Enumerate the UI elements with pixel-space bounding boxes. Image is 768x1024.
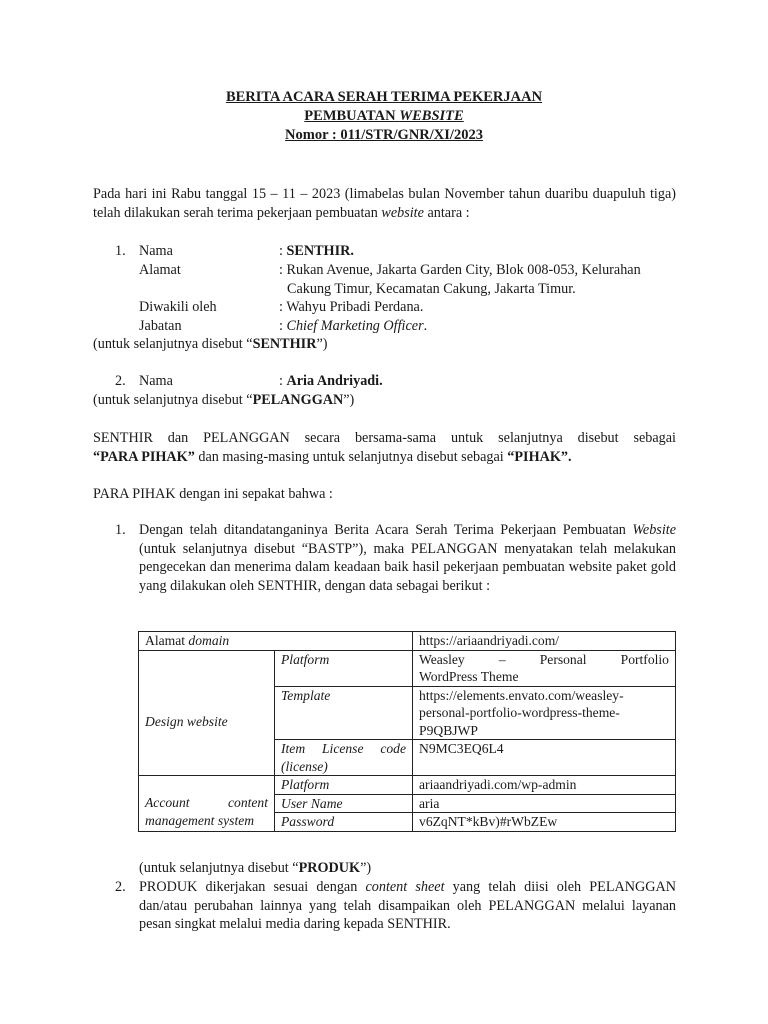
password-value: v6ZqNT*kBv)#rWbZEw bbox=[413, 813, 676, 832]
party1-nama-label: Nama bbox=[139, 243, 173, 259]
table-row bbox=[139, 776, 676, 795]
intro-paragraph: Pada hari ini Rabu tanggal 15 – 11 – 2023 (limabelas bulan November tahun duaribu duapuluh tiga) telah dilakukan serah terima pekerjaan pembuatan website antara : bbox=[93, 186, 676, 221]
title-line-3: Nomor : 011/STR/GNR/XI/2023 bbox=[285, 127, 483, 143]
template-label: Template bbox=[275, 686, 413, 740]
acc-platform-label: Platform bbox=[275, 776, 413, 795]
party1-diwakili-label: Diwakili oleh bbox=[139, 299, 217, 315]
party2-number: 2. bbox=[115, 373, 126, 389]
item1-number: 1. bbox=[115, 522, 126, 538]
party1-diwakili-value: : Wahyu Pribadi Perdana. bbox=[279, 299, 424, 315]
document-title bbox=[0, 88, 768, 145]
produk-refer: (untuk selanjutnya disebut “PRODUK”) bbox=[139, 860, 372, 876]
party1-alamat-line1: : Rukan Avenue, Jakarta Garden City, Blok 008-053, Kelurahan bbox=[279, 262, 641, 278]
party1-jabatan-value: : Chief Marketing Officer. bbox=[279, 318, 428, 334]
account-cms-label: Account content management system bbox=[139, 776, 275, 832]
item2-paragraph: PRODUK dikerjakan sesuai dengan content sheet yang telah diisi oleh PELANGGAN dan/atau perubahan lainnya yang telah disampaikan oleh PELANGGAN melalui layanan pesan singkat melalui media daring kepada SENTHIR. bbox=[139, 879, 676, 932]
acc-platform-value: ariaandriyadi.com/wp-admin bbox=[413, 776, 676, 795]
username-label: User Name bbox=[275, 794, 413, 813]
title-line-2: PEMBUATAN WEBSITE bbox=[304, 108, 464, 124]
party1-alamat-line2: Cakung Timur, Kecamatan Cakung, Jakarta Timur. bbox=[287, 281, 576, 297]
website-spec-table bbox=[138, 631, 676, 832]
item1-paragraph: Dengan telah ditandatanganinya Berita Acara Serah Terima Pekerjaan Pembuatan Website (untuk selanjutnya disebut “BASTP”), maka PELANGGAN menyatakan telah melakukan pengecekan dan menerima dalam keadaan baik hasil pekerjaan pembuatan website paket gold yang dilakukan oleh SENTHIR, dengan data sebagai berikut : bbox=[139, 522, 676, 594]
party1-alamat-label: Alamat bbox=[139, 262, 181, 278]
table-row bbox=[139, 632, 676, 651]
license-value: N9MC3EQ6L4 bbox=[413, 740, 676, 776]
party2-nama-value: : Aria Andriyadi. bbox=[279, 373, 383, 389]
party1-jabatan-label: Jabatan bbox=[139, 318, 182, 334]
alamat-domain-value: https://ariaandriyadi.com/ bbox=[413, 632, 676, 651]
alamat-domain-label: Alamat domain bbox=[139, 632, 413, 651]
username-value: aria bbox=[413, 794, 676, 813]
agreement-statement: PARA PIHAK dengan ini sepakat bahwa : bbox=[93, 486, 333, 502]
platform-label: Platform bbox=[275, 650, 413, 686]
password-label: Password bbox=[275, 813, 413, 832]
party1-refer: (untuk selanjutnya disebut “SENTHIR”) bbox=[93, 336, 328, 352]
template-value: https://elements.envato.com/weasley- personal-portfolio-wordpress-theme- P9QBJWP bbox=[413, 686, 676, 740]
party1-nama-value: : SENTHIR. bbox=[279, 243, 354, 259]
table-row bbox=[139, 650, 676, 686]
design-website-label: Design website bbox=[139, 650, 275, 776]
para-pihak-paragraph: SENTHIR dan PELANGGAN secara bersama-sama untuk selanjutnya disebut sebagai “PARA PIHAK” dan masing-masing untuk selanjutnya disebut sebagai “PIHAK”. bbox=[93, 430, 676, 465]
party2-refer: (untuk selanjutnya disebut “PELANGGAN”) bbox=[93, 392, 355, 408]
title-line-1: BERITA ACARA SERAH TERIMA PEKERJAAN bbox=[225, 89, 543, 105]
license-label: Item License code (license) bbox=[275, 740, 413, 776]
item2-number: 2. bbox=[115, 879, 126, 895]
party2-nama-label: Nama bbox=[139, 373, 173, 389]
platform-value: Weasley – Personal Portfolio WordPress Theme bbox=[413, 650, 676, 686]
party1-number: 1. bbox=[115, 243, 126, 259]
